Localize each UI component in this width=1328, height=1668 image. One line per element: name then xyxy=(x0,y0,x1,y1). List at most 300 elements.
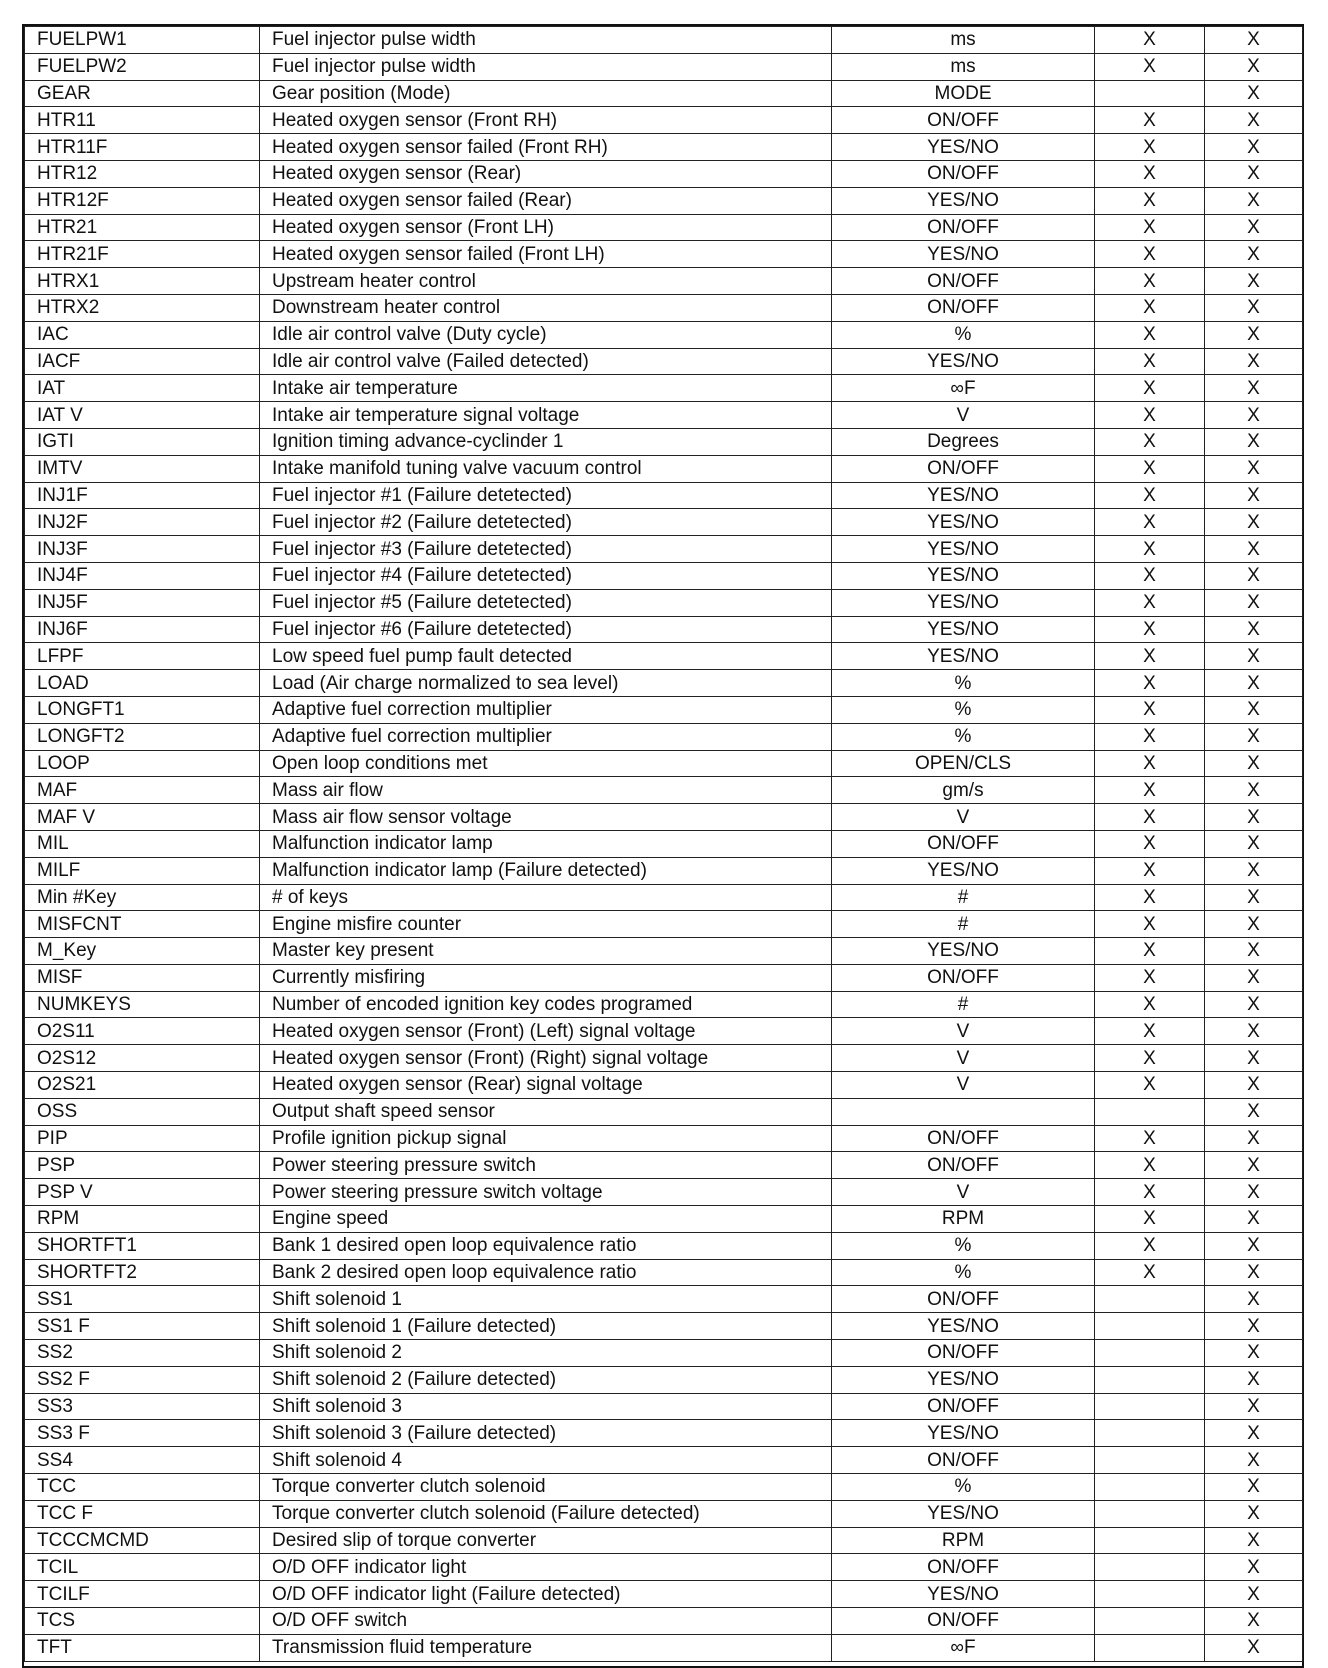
parameter-unit: YES/NO xyxy=(832,1366,1095,1393)
support-mark-col2: X xyxy=(1205,321,1303,348)
support-mark-col2: X xyxy=(1205,214,1303,241)
parameter-code: SHORTFT2 xyxy=(25,1259,260,1286)
parameter-unit: YES/NO xyxy=(832,562,1095,589)
support-mark-col2: X xyxy=(1205,1581,1303,1608)
parameter-description: Ignition timing advance-cyclinder 1 xyxy=(260,428,832,455)
parameter-unit: ms xyxy=(832,27,1095,54)
table-row xyxy=(25,268,1303,295)
parameter-unit: YES/NO xyxy=(832,857,1095,884)
support-mark-col1: X xyxy=(1095,509,1205,536)
table-row xyxy=(25,1045,1303,1072)
support-mark-col1 xyxy=(1095,1098,1205,1125)
parameter-description: Fuel injector #2 (Failure detetected) xyxy=(260,509,832,536)
table-row xyxy=(25,696,1303,723)
parameter-code: O2S12 xyxy=(25,1045,260,1072)
parameter-code: LONGFT2 xyxy=(25,723,260,750)
parameter-unit: RPM xyxy=(832,1206,1095,1233)
table-row xyxy=(25,1527,1303,1554)
parameter-code: SS4 xyxy=(25,1447,260,1474)
support-mark-col2: X xyxy=(1205,187,1303,214)
parameter-code: MISF xyxy=(25,964,260,991)
support-mark-col1 xyxy=(1095,1527,1205,1554)
support-mark-col2: X xyxy=(1205,1527,1303,1554)
support-mark-col1 xyxy=(1095,1313,1205,1340)
parameter-description: Mass air flow xyxy=(260,777,832,804)
parameter-unit: % xyxy=(832,321,1095,348)
table-row xyxy=(25,482,1303,509)
parameter-code: MAF V xyxy=(25,804,260,831)
table-row xyxy=(25,964,1303,991)
table-row xyxy=(25,1259,1303,1286)
support-mark-col1: X xyxy=(1095,804,1205,831)
support-mark-col1: X xyxy=(1095,1045,1205,1072)
parameter-code: HTR12 xyxy=(25,160,260,187)
parameter-description: Heated oxygen sensor failed (Front LH) xyxy=(260,241,832,268)
table-row xyxy=(25,1072,1303,1099)
table-row xyxy=(25,1420,1303,1447)
parameter-code: IAT xyxy=(25,375,260,402)
support-mark-col2: X xyxy=(1205,1447,1303,1474)
table-row xyxy=(25,375,1303,402)
parameter-description: Transmission fluid temperature xyxy=(260,1634,832,1661)
parameter-unit: RPM xyxy=(832,1527,1095,1554)
table-row xyxy=(25,1340,1303,1367)
support-mark-col2: X xyxy=(1205,268,1303,295)
support-mark-col2: X xyxy=(1205,616,1303,643)
parameter-description: Idle air control valve (Failed detected) xyxy=(260,348,832,375)
support-mark-col2: X xyxy=(1205,723,1303,750)
parameter-code: HTRX1 xyxy=(25,268,260,295)
support-mark-col1: X xyxy=(1095,455,1205,482)
support-mark-col2: X xyxy=(1205,1420,1303,1447)
parameter-description: Malfunction indicator lamp (Failure detected) xyxy=(260,857,832,884)
support-mark-col2: X xyxy=(1205,1393,1303,1420)
support-mark-col1 xyxy=(1095,1634,1205,1661)
table-row xyxy=(25,1447,1303,1474)
table-row xyxy=(25,1206,1303,1233)
parameter-description: Gear position (Mode) xyxy=(260,80,832,107)
support-mark-col2: X xyxy=(1205,53,1303,80)
parameter-description: Number of encoded ignition key codes programed xyxy=(260,991,832,1018)
parameter-description: Fuel injector #3 (Failure detetected) xyxy=(260,536,832,563)
support-mark-col2: X xyxy=(1205,777,1303,804)
parameter-unit: ON/OFF xyxy=(832,830,1095,857)
parameter-unit: ON/OFF xyxy=(832,1447,1095,1474)
parameter-description: Shift solenoid 4 xyxy=(260,1447,832,1474)
support-mark-col1: X xyxy=(1095,1072,1205,1099)
parameter-unit: Degrees xyxy=(832,428,1095,455)
parameter-unit: % xyxy=(832,696,1095,723)
support-mark-col2: X xyxy=(1205,670,1303,697)
parameter-code: LFPF xyxy=(25,643,260,670)
table-row xyxy=(25,321,1303,348)
parameter-code: IMTV xyxy=(25,455,260,482)
parameter-description: Upstream heater control xyxy=(260,268,832,295)
table-row xyxy=(25,107,1303,134)
support-mark-col1 xyxy=(1095,1340,1205,1367)
support-mark-col1: X xyxy=(1095,321,1205,348)
support-mark-col1: X xyxy=(1095,589,1205,616)
table-row xyxy=(25,991,1303,1018)
support-mark-col2: X xyxy=(1205,348,1303,375)
support-mark-col1: X xyxy=(1095,1179,1205,1206)
parameter-unit: YES/NO xyxy=(832,1581,1095,1608)
parameter-description: Shift solenoid 3 (Failure detected) xyxy=(260,1420,832,1447)
parameter-description: Profile ignition pickup signal xyxy=(260,1125,832,1152)
parameter-unit: ON/OFF xyxy=(832,294,1095,321)
parameter-code: O2S11 xyxy=(25,1018,260,1045)
support-mark-col1: X xyxy=(1095,134,1205,161)
support-mark-col2: X xyxy=(1205,1206,1303,1233)
support-mark-col1: X xyxy=(1095,1232,1205,1259)
parameter-code: PSP V xyxy=(25,1179,260,1206)
support-mark-col1: X xyxy=(1095,402,1205,429)
parameter-code: HTR21 xyxy=(25,214,260,241)
support-mark-col2: X xyxy=(1205,1179,1303,1206)
parameter-description: Load (Air charge normalized to sea level) xyxy=(260,670,832,697)
parameter-code: SS3 F xyxy=(25,1420,260,1447)
support-mark-col1: X xyxy=(1095,857,1205,884)
support-mark-col2: X xyxy=(1205,509,1303,536)
table-row xyxy=(25,1500,1303,1527)
parameter-unit: YES/NO xyxy=(832,536,1095,563)
support-mark-col1 xyxy=(1095,1581,1205,1608)
support-mark-col1: X xyxy=(1095,696,1205,723)
table-row xyxy=(25,1232,1303,1259)
support-mark-col2: X xyxy=(1205,536,1303,563)
parameter-code: FUELPW2 xyxy=(25,53,260,80)
parameter-code: SS1 xyxy=(25,1286,260,1313)
parameter-description: Heated oxygen sensor failed (Front RH) xyxy=(260,134,832,161)
support-mark-col1: X xyxy=(1095,107,1205,134)
support-mark-col2: X xyxy=(1205,160,1303,187)
parameter-description: Malfunction indicator lamp xyxy=(260,830,832,857)
parameter-code: Min #Key xyxy=(25,884,260,911)
parameter-unit: % xyxy=(832,1259,1095,1286)
parameter-description: Shift solenoid 1 (Failure detected) xyxy=(260,1313,832,1340)
table-row xyxy=(25,1581,1303,1608)
support-mark-col2: X xyxy=(1205,938,1303,965)
parameter-unit: YES/NO xyxy=(832,589,1095,616)
parameter-table-body xyxy=(25,27,1303,1662)
parameter-code: GEAR xyxy=(25,80,260,107)
parameter-code: TCIL xyxy=(25,1554,260,1581)
parameter-code: MAF xyxy=(25,777,260,804)
parameter-unit: V xyxy=(832,1179,1095,1206)
parameter-unit: ON/OFF xyxy=(832,1286,1095,1313)
parameter-description: Adaptive fuel correction multiplier xyxy=(260,696,832,723)
parameter-description: Heated oxygen sensor (Front) (Right) signal voltage xyxy=(260,1045,832,1072)
support-mark-col1: X xyxy=(1095,723,1205,750)
table-row xyxy=(25,428,1303,455)
table-row xyxy=(25,777,1303,804)
parameter-code: IACF xyxy=(25,348,260,375)
support-mark-col2: X xyxy=(1205,911,1303,938)
table-row xyxy=(25,804,1303,831)
parameter-unit: % xyxy=(832,670,1095,697)
support-mark-col1 xyxy=(1095,1286,1205,1313)
parameter-code: SS2 F xyxy=(25,1366,260,1393)
parameter-description: Fuel injector #5 (Failure detetected) xyxy=(260,589,832,616)
support-mark-col2: X xyxy=(1205,1608,1303,1635)
support-mark-col2: X xyxy=(1205,1313,1303,1340)
support-mark-col1: X xyxy=(1095,884,1205,911)
parameter-code: SS1 F xyxy=(25,1313,260,1340)
parameter-code: NUMKEYS xyxy=(25,991,260,1018)
parameter-unit: YES/NO xyxy=(832,509,1095,536)
parameter-code: LONGFT1 xyxy=(25,696,260,723)
support-mark-col2: X xyxy=(1205,455,1303,482)
parameter-code: TCCCMCMD xyxy=(25,1527,260,1554)
support-mark-col1: X xyxy=(1095,53,1205,80)
parameter-code: TCC xyxy=(25,1474,260,1501)
parameter-code: HTR21F xyxy=(25,241,260,268)
support-mark-col2: X xyxy=(1205,1045,1303,1072)
table-row xyxy=(25,1313,1303,1340)
parameter-unit: YES/NO xyxy=(832,938,1095,965)
support-mark-col2: X xyxy=(1205,1232,1303,1259)
support-mark-col1: X xyxy=(1095,964,1205,991)
parameter-unit: # xyxy=(832,884,1095,911)
parameter-table xyxy=(24,26,1303,1662)
support-mark-col1: X xyxy=(1095,911,1205,938)
parameter-code: INJ1F xyxy=(25,482,260,509)
support-mark-col1: X xyxy=(1095,187,1205,214)
parameter-description: Heated oxygen sensor failed (Rear) xyxy=(260,187,832,214)
parameter-unit: YES/NO xyxy=(832,348,1095,375)
support-mark-col1: X xyxy=(1095,616,1205,643)
parameter-code: HTR11 xyxy=(25,107,260,134)
parameter-code: TCS xyxy=(25,1608,260,1635)
parameter-unit: % xyxy=(832,1474,1095,1501)
support-mark-col2: X xyxy=(1205,1474,1303,1501)
parameter-code: IAC xyxy=(25,321,260,348)
parameter-unit: YES/NO xyxy=(832,482,1095,509)
parameter-description: Idle air control valve (Duty cycle) xyxy=(260,321,832,348)
parameter-description: Shift solenoid 1 xyxy=(260,1286,832,1313)
parameter-description: Bank 2 desired open loop equivalence ratio xyxy=(260,1259,832,1286)
support-mark-col2: X xyxy=(1205,107,1303,134)
support-mark-col1: X xyxy=(1095,991,1205,1018)
support-mark-col1: X xyxy=(1095,428,1205,455)
support-mark-col1: X xyxy=(1095,160,1205,187)
support-mark-col1: X xyxy=(1095,536,1205,563)
parameter-unit: ms xyxy=(832,53,1095,80)
parameter-unit: % xyxy=(832,723,1095,750)
parameter-unit: YES/NO xyxy=(832,616,1095,643)
parameter-unit: ON/OFF xyxy=(832,160,1095,187)
parameter-description: Output shaft speed sensor xyxy=(260,1098,832,1125)
support-mark-col1: X xyxy=(1095,777,1205,804)
support-mark-col1: X xyxy=(1095,268,1205,295)
support-mark-col1: X xyxy=(1095,1152,1205,1179)
table-row xyxy=(25,27,1303,54)
table-row xyxy=(25,1125,1303,1152)
support-mark-col1 xyxy=(1095,1554,1205,1581)
parameter-description: O/D OFF indicator light (Failure detected) xyxy=(260,1581,832,1608)
support-mark-col1 xyxy=(1095,1366,1205,1393)
parameter-description: Mass air flow sensor voltage xyxy=(260,804,832,831)
parameter-unit: ∞F xyxy=(832,375,1095,402)
support-mark-col1: X xyxy=(1095,670,1205,697)
support-mark-col2: X xyxy=(1205,1340,1303,1367)
table-row xyxy=(25,455,1303,482)
parameter-code: INJ5F xyxy=(25,589,260,616)
support-mark-col2: X xyxy=(1205,1366,1303,1393)
table-row xyxy=(25,294,1303,321)
parameter-description: Shift solenoid 2 (Failure detected) xyxy=(260,1366,832,1393)
parameter-unit: YES/NO xyxy=(832,1500,1095,1527)
parameter-unit: V xyxy=(832,1018,1095,1045)
support-mark-col2: X xyxy=(1205,294,1303,321)
parameter-description: Low speed fuel pump fault detected xyxy=(260,643,832,670)
support-mark-col2: X xyxy=(1205,991,1303,1018)
parameter-description: # of keys xyxy=(260,884,832,911)
table-row xyxy=(25,643,1303,670)
parameter-description: Engine speed xyxy=(260,1206,832,1233)
support-mark-col2: X xyxy=(1205,428,1303,455)
parameter-code: HTR12F xyxy=(25,187,260,214)
parameter-unit: ON/OFF xyxy=(832,268,1095,295)
parameter-description: Intake air temperature xyxy=(260,375,832,402)
support-mark-col1: X xyxy=(1095,1259,1205,1286)
table-row xyxy=(25,80,1303,107)
parameter-description: Heated oxygen sensor (Front) (Left) signal voltage xyxy=(260,1018,832,1045)
support-mark-col2: X xyxy=(1205,884,1303,911)
support-mark-col2: X xyxy=(1205,402,1303,429)
parameter-unit xyxy=(832,1098,1095,1125)
support-mark-col1: X xyxy=(1095,375,1205,402)
parameter-description: Fuel injector #6 (Failure detetected) xyxy=(260,616,832,643)
parameter-unit: ON/OFF xyxy=(832,107,1095,134)
support-mark-col2: X xyxy=(1205,1152,1303,1179)
parameter-unit: gm/s xyxy=(832,777,1095,804)
parameter-unit: ON/OFF xyxy=(832,1340,1095,1367)
parameter-unit: ON/OFF xyxy=(832,214,1095,241)
parameter-description: O/D OFF indicator light xyxy=(260,1554,832,1581)
support-mark-col2: X xyxy=(1205,643,1303,670)
table-row xyxy=(25,134,1303,161)
support-mark-col2: X xyxy=(1205,1098,1303,1125)
parameter-table-sheet xyxy=(22,24,1304,1668)
support-mark-col2: X xyxy=(1205,750,1303,777)
support-mark-col2: X xyxy=(1205,857,1303,884)
parameter-unit: YES/NO xyxy=(832,134,1095,161)
support-mark-col1 xyxy=(1095,1608,1205,1635)
support-mark-col1: X xyxy=(1095,938,1205,965)
support-mark-col2: X xyxy=(1205,134,1303,161)
parameter-unit: # xyxy=(832,911,1095,938)
table-row xyxy=(25,1018,1303,1045)
parameter-code: OSS xyxy=(25,1098,260,1125)
table-row xyxy=(25,857,1303,884)
parameter-unit: ON/OFF xyxy=(832,1125,1095,1152)
parameter-unit: ON/OFF xyxy=(832,1608,1095,1635)
parameter-description: Fuel injector #4 (Failure detetected) xyxy=(260,562,832,589)
parameter-description: Master key present xyxy=(260,938,832,965)
parameter-code: HTRX2 xyxy=(25,294,260,321)
support-mark-col2: X xyxy=(1205,1554,1303,1581)
parameter-unit: ON/OFF xyxy=(832,1152,1095,1179)
parameter-description: Torque converter clutch solenoid (Failure detected) xyxy=(260,1500,832,1527)
table-row xyxy=(25,911,1303,938)
parameter-code: TCC F xyxy=(25,1500,260,1527)
parameter-code: TCILF xyxy=(25,1581,260,1608)
table-row xyxy=(25,884,1303,911)
parameter-code: INJ4F xyxy=(25,562,260,589)
table-row xyxy=(25,750,1303,777)
support-mark-col2: X xyxy=(1205,830,1303,857)
table-row xyxy=(25,1474,1303,1501)
parameter-description: Downstream heater control xyxy=(260,294,832,321)
parameter-description: Intake air temperature signal voltage xyxy=(260,402,832,429)
support-mark-col2: X xyxy=(1205,80,1303,107)
table-row xyxy=(25,187,1303,214)
parameter-code: MIL xyxy=(25,830,260,857)
parameter-description: Intake manifold tuning valve vacuum control xyxy=(260,455,832,482)
parameter-code: M_Key xyxy=(25,938,260,965)
parameter-unit: YES/NO xyxy=(832,1420,1095,1447)
parameter-description: Fuel injector #1 (Failure detetected) xyxy=(260,482,832,509)
support-mark-col2: X xyxy=(1205,562,1303,589)
parameter-unit: MODE xyxy=(832,80,1095,107)
parameter-unit: ON/OFF xyxy=(832,1393,1095,1420)
table-row xyxy=(25,589,1303,616)
parameter-unit: V xyxy=(832,1045,1095,1072)
parameter-description: Power steering pressure switch xyxy=(260,1152,832,1179)
parameter-unit: ON/OFF xyxy=(832,1554,1095,1581)
parameter-unit: ON/OFF xyxy=(832,455,1095,482)
table-row xyxy=(25,1179,1303,1206)
parameter-description: Heated oxygen sensor (Front LH) xyxy=(260,214,832,241)
parameter-code: RPM xyxy=(25,1206,260,1233)
parameter-unit: ∞F xyxy=(832,1634,1095,1661)
parameter-description: Torque converter clutch solenoid xyxy=(260,1474,832,1501)
table-row xyxy=(25,1554,1303,1581)
support-mark-col2: X xyxy=(1205,1018,1303,1045)
parameter-description: Open loop conditions met xyxy=(260,750,832,777)
parameter-code: SS2 xyxy=(25,1340,260,1367)
parameter-description: Currently misfiring xyxy=(260,964,832,991)
parameter-description: O/D OFF switch xyxy=(260,1608,832,1635)
support-mark-col1: X xyxy=(1095,562,1205,589)
parameter-code: LOAD xyxy=(25,670,260,697)
table-row xyxy=(25,1098,1303,1125)
support-mark-col1 xyxy=(1095,1393,1205,1420)
table-row xyxy=(25,1286,1303,1313)
support-mark-col2: X xyxy=(1205,1259,1303,1286)
support-mark-col1 xyxy=(1095,1420,1205,1447)
parameter-description: Bank 1 desired open loop equivalence ratio xyxy=(260,1232,832,1259)
parameter-description: Engine misfire counter xyxy=(260,911,832,938)
support-mark-col1: X xyxy=(1095,1018,1205,1045)
table-row xyxy=(25,214,1303,241)
support-mark-col1: X xyxy=(1095,643,1205,670)
parameter-unit: YES/NO xyxy=(832,1313,1095,1340)
support-mark-col1 xyxy=(1095,1500,1205,1527)
support-mark-col2: X xyxy=(1205,241,1303,268)
parameter-code: IAT V xyxy=(25,402,260,429)
table-row xyxy=(25,1634,1303,1661)
parameter-description: Fuel injector pulse width xyxy=(260,53,832,80)
table-row xyxy=(25,670,1303,697)
support-mark-col2: X xyxy=(1205,1072,1303,1099)
table-row xyxy=(25,53,1303,80)
parameter-unit: % xyxy=(832,1232,1095,1259)
parameter-unit: V xyxy=(832,402,1095,429)
support-mark-col2: X xyxy=(1205,696,1303,723)
parameter-unit: YES/NO xyxy=(832,187,1095,214)
